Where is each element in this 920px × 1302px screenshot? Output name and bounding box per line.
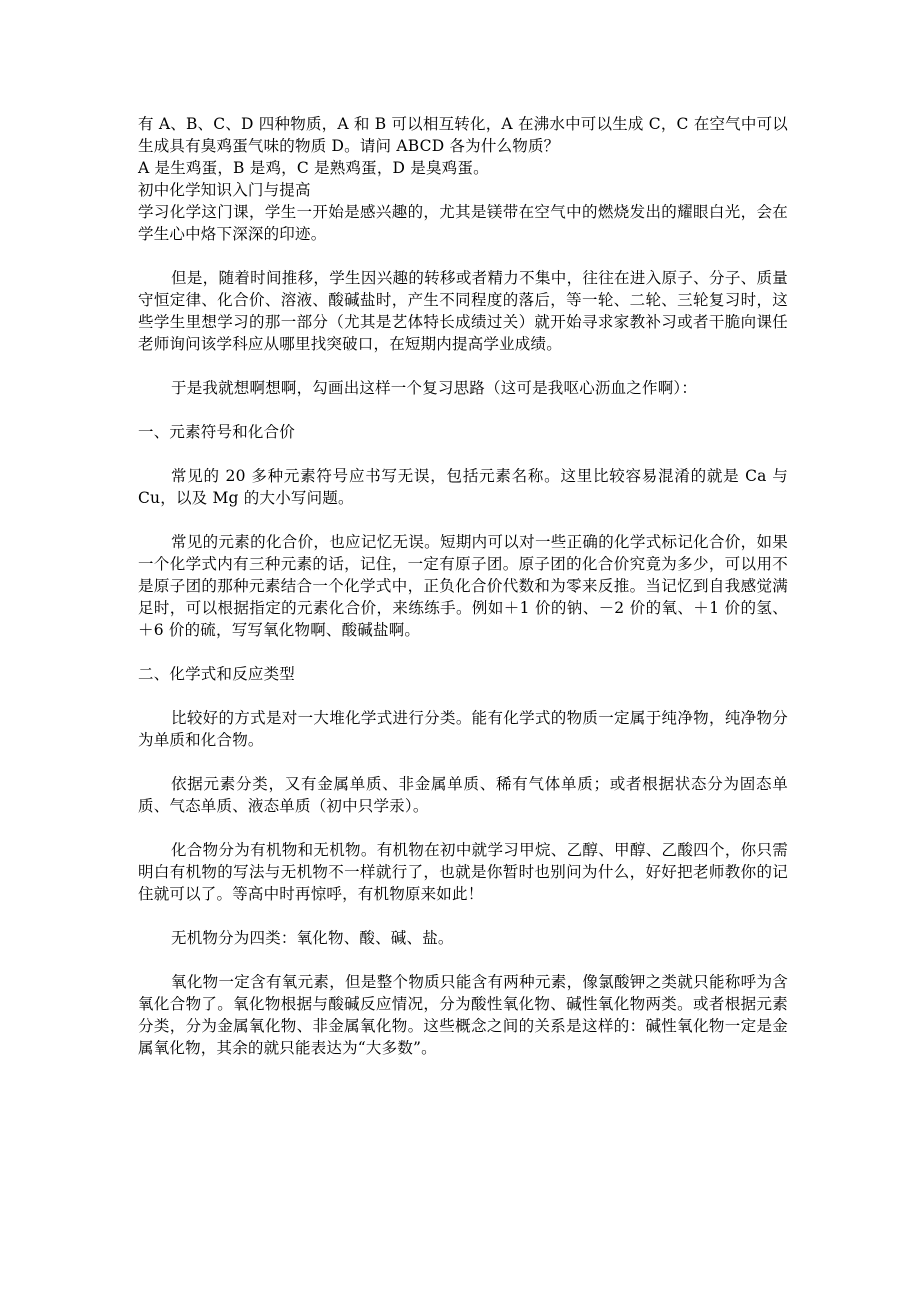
document-body	[138, 113, 788, 1059]
body-paragraph: 常见的 20 多种元素符号应书写无误，包括元素名称。这里比较容易混淆的就是 Ca 与 Cu，以及 Mg 的大小写问题。	[138, 467, 788, 507]
body-paragraph: 比较好的方式是对一大堆化学式进行分类。能有化学式的物质一定属于纯净物，纯净物分为单质和化合物。	[138, 709, 788, 749]
body-paragraph: 于是我就想啊想啊，勾画出这样一个复习思路（这可是我呕心沥血之作啊）：	[171, 379, 698, 397]
section-heading: 二、化学式和反应类型	[138, 665, 296, 683]
body-paragraph: 常见的元素的化合价，也应记忆无误。短期内可以对一些正确的化学式标记化合价，如果一个化学式内有三种元素的话，记住，一定有原子团。原子团的化合价究竟为多少，可以用不是原子团的那种元素结合一个化学式中，正负化合价代数和为零来反推。当记忆到自我感觉满足时，可以根据指定的元素化合价，来练练手。例如＋1 价的钠、－2 价的氧、＋1 价的氢、＋6 价的硫，写写氧化物啊、酸碱盐啊。	[138, 533, 788, 639]
intro-paragraph: 学习化学这门课，学生一开始是感兴趣的，尤其是镁带在空气中的燃烧发出的耀眼白光，会在学生心中烙下深深的印迹。	[138, 203, 788, 243]
body-paragraph: 但是，随着时间推移，学生因兴趣的转移或者精力不集中，往往在进入原子、分子、质量守恒定律、化合价、溶液、酸碱盐时，产生不同程度的落后，等一轮、二轮、三轮复习时，这些学生里想学习的那一部分（尤其是艺体特长成绩过关）就开始寻求家教补习或者干脆向课任老师询问该学科应从哪里找突破口，在短期内提高学业成绩。	[138, 269, 788, 353]
body-paragraph: 氧化物一定含有氧元素，但是整个物质只能含有两种元素，像氯酸钾之类就只能称呼为含氧化合物了。氧化物根据与酸碱反应情况，分为酸性氧化物、碱性氧化物两类。或者根据元素分类，分为金属氧化物、非金属氧化物。这些概念之间的关系是这样的：碱性氧化物一定是金属氧化物，其余的就只能表达为“大多数”。	[138, 973, 788, 1057]
question-paragraph: 有 A、B、C、D 四种物质，A 和 B 可以相互转化，A 在沸水中可以生成 C，C 在空气中可以生成具有臭鸡蛋气味的物质 D。请问 ABCD 各为什么物质？	[138, 115, 788, 155]
body-paragraph: 依据元素分类，又有金属单质、非金属单质、稀有气体单质；或者根据状态分为固态单质、气态单质、液态单质（初中只学汞）。	[138, 775, 788, 815]
answer-paragraph: A 是生鸡蛋，B 是鸡，C 是熟鸡蛋，D 是臭鸡蛋。	[138, 159, 489, 177]
article-title: 初中化学知识入门与提高	[138, 181, 311, 199]
section-heading: 一、元素符号和化合价	[138, 423, 296, 441]
body-paragraph: 无机物分为四类：氧化物、酸、碱、盐。	[171, 929, 454, 947]
body-paragraph: 化合物分为有机物和无机物。有机物在初中就学习甲烷、乙醇、甲醇、乙酸四个，你只需明白有机物的写法与无机物不一样就行了，也就是你暂时也别问为什么，好好把老师教你的记住就可以了。等高中时再惊呼，有机物原来如此！	[138, 841, 788, 903]
